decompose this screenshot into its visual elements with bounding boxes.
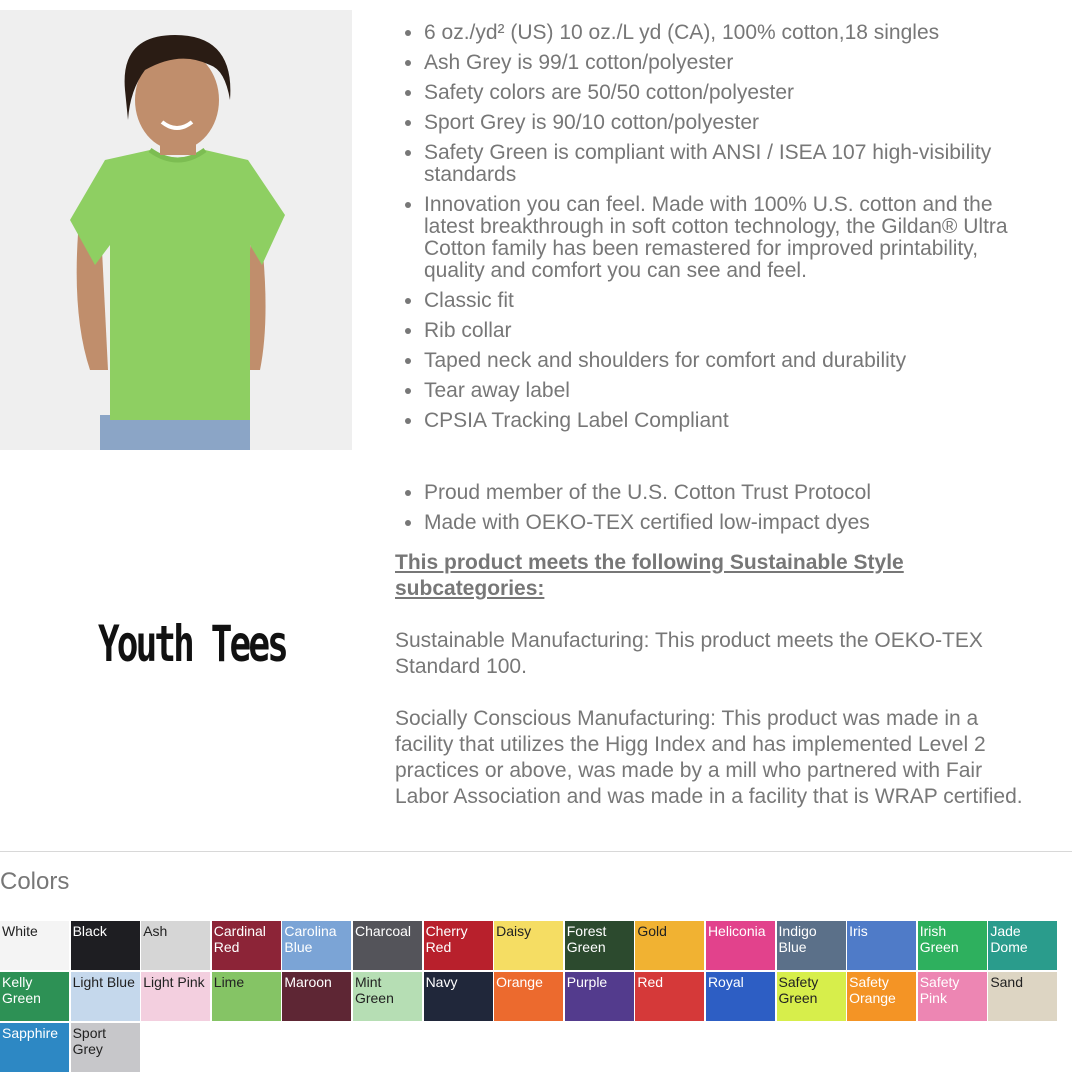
color-swatch[interactable]: Sport Grey <box>71 1023 140 1072</box>
feature-item: • Classic fit <box>424 290 1044 312</box>
color-swatch[interactable]: Irish Green <box>918 921 987 970</box>
color-swatch[interactable]: Jade Dome <box>988 921 1057 970</box>
color-swatch[interactable]: Safety Orange <box>847 972 916 1021</box>
feature-list-secondary <box>400 482 1044 542</box>
color-swatch[interactable]: Purple <box>565 972 634 1021</box>
color-swatch[interactable]: Safety Green <box>777 972 846 1021</box>
color-swatch[interactable]: Indigo Blue <box>777 921 846 970</box>
color-swatch[interactable]: Light Blue <box>71 972 140 1021</box>
color-swatch[interactable]: Daisy <box>494 921 563 970</box>
color-swatch[interactable]: Charcoal <box>353 921 422 970</box>
color-swatch[interactable]: Heliconia <box>706 921 775 970</box>
sustainable-manufacturing-text: Sustainable Manufacturing: This product meets the OEKO-TEX Standard 100. <box>395 629 983 678</box>
feature-item: • 6 oz./yd² (US) 10 oz./L yd (CA), 100% cotton,18 singles <box>424 22 1044 44</box>
sustainable-style-heading[interactable]: This product meets the following Sustainable Style subcategories: <box>395 551 904 600</box>
color-swatch[interactable]: Kelly Green <box>0 972 69 1021</box>
color-swatch[interactable]: Safety Pink <box>918 972 987 1021</box>
color-swatch[interactable]: Red <box>635 972 704 1021</box>
color-swatch[interactable]: Mint Green <box>353 972 422 1021</box>
feature-item: • Safety Green is compliant with ANSI / ISEA 107 high-visibility standards <box>424 142 1044 186</box>
promo-title: Youth Tees <box>98 615 286 673</box>
color-swatch[interactable]: Orange <box>494 972 563 1021</box>
color-swatch[interactable]: Lime <box>212 972 281 1021</box>
feature-item: • Safety colors are 50/50 cotton/polyester <box>424 82 1044 104</box>
color-swatch[interactable]: Gold <box>635 921 704 970</box>
feature-list <box>400 22 1044 440</box>
color-swatch[interactable]: Navy <box>424 972 493 1021</box>
color-swatch[interactable]: Forest Green <box>565 921 634 970</box>
feature-item: • Taped neck and shoulders for comfort and durability <box>424 350 1044 372</box>
socially-conscious-text: Socially Conscious Manufacturing: This product was made in a facility that utilizes the Higg Index and has implemented Level 2 practices or above, was made by a mill who partnered with Fair Labor Association and was made in a facility that is WRAP certified. <box>395 707 1023 808</box>
feature-item: • Sport Grey is 90/10 cotton/polyester <box>424 112 1044 134</box>
color-swatch-grid <box>0 921 1060 1074</box>
color-swatch[interactable]: Carolina Blue <box>282 921 351 970</box>
color-swatch[interactable]: Sapphire <box>0 1023 69 1072</box>
colors-heading: Colors <box>0 868 70 895</box>
feature-item: • Rib collar <box>424 320 1044 342</box>
product-photo <box>0 10 352 450</box>
divider <box>0 851 1072 852</box>
color-swatch[interactable]: Sand <box>988 972 1057 1021</box>
feature-item: • CPSIA Tracking Label Compliant <box>424 410 1044 432</box>
color-swatch[interactable]: Cherry Red <box>424 921 493 970</box>
color-swatch[interactable]: Cardinal Red <box>212 921 281 970</box>
color-swatch[interactable]: Iris <box>847 921 916 970</box>
color-swatch[interactable]: Black <box>71 921 140 970</box>
color-swatch[interactable]: White <box>0 921 69 970</box>
color-swatch[interactable]: Royal <box>706 972 775 1021</box>
feature-item: • Made with OEKO-TEX certified low-impact dyes <box>424 512 1044 534</box>
feature-item: • Ash Grey is 99/1 cotton/polyester <box>424 52 1044 74</box>
feature-item: • Tear away label <box>424 380 1044 402</box>
color-swatch[interactable]: Ash <box>141 921 210 970</box>
feature-item: • Innovation you can feel. Made with 100% U.S. cotton and the latest breakthrough in soft cotton technology, the Gildan® Ultra Cotton family has been remastered for improved printability, quality and comfort you can see and feel. <box>424 194 1044 282</box>
color-swatch[interactable]: Light Pink <box>141 972 210 1021</box>
color-swatch[interactable]: Maroon <box>282 972 351 1021</box>
feature-item: • Proud member of the U.S. Cotton Trust Protocol <box>424 482 1044 504</box>
youth-tee-model-image <box>0 10 352 450</box>
